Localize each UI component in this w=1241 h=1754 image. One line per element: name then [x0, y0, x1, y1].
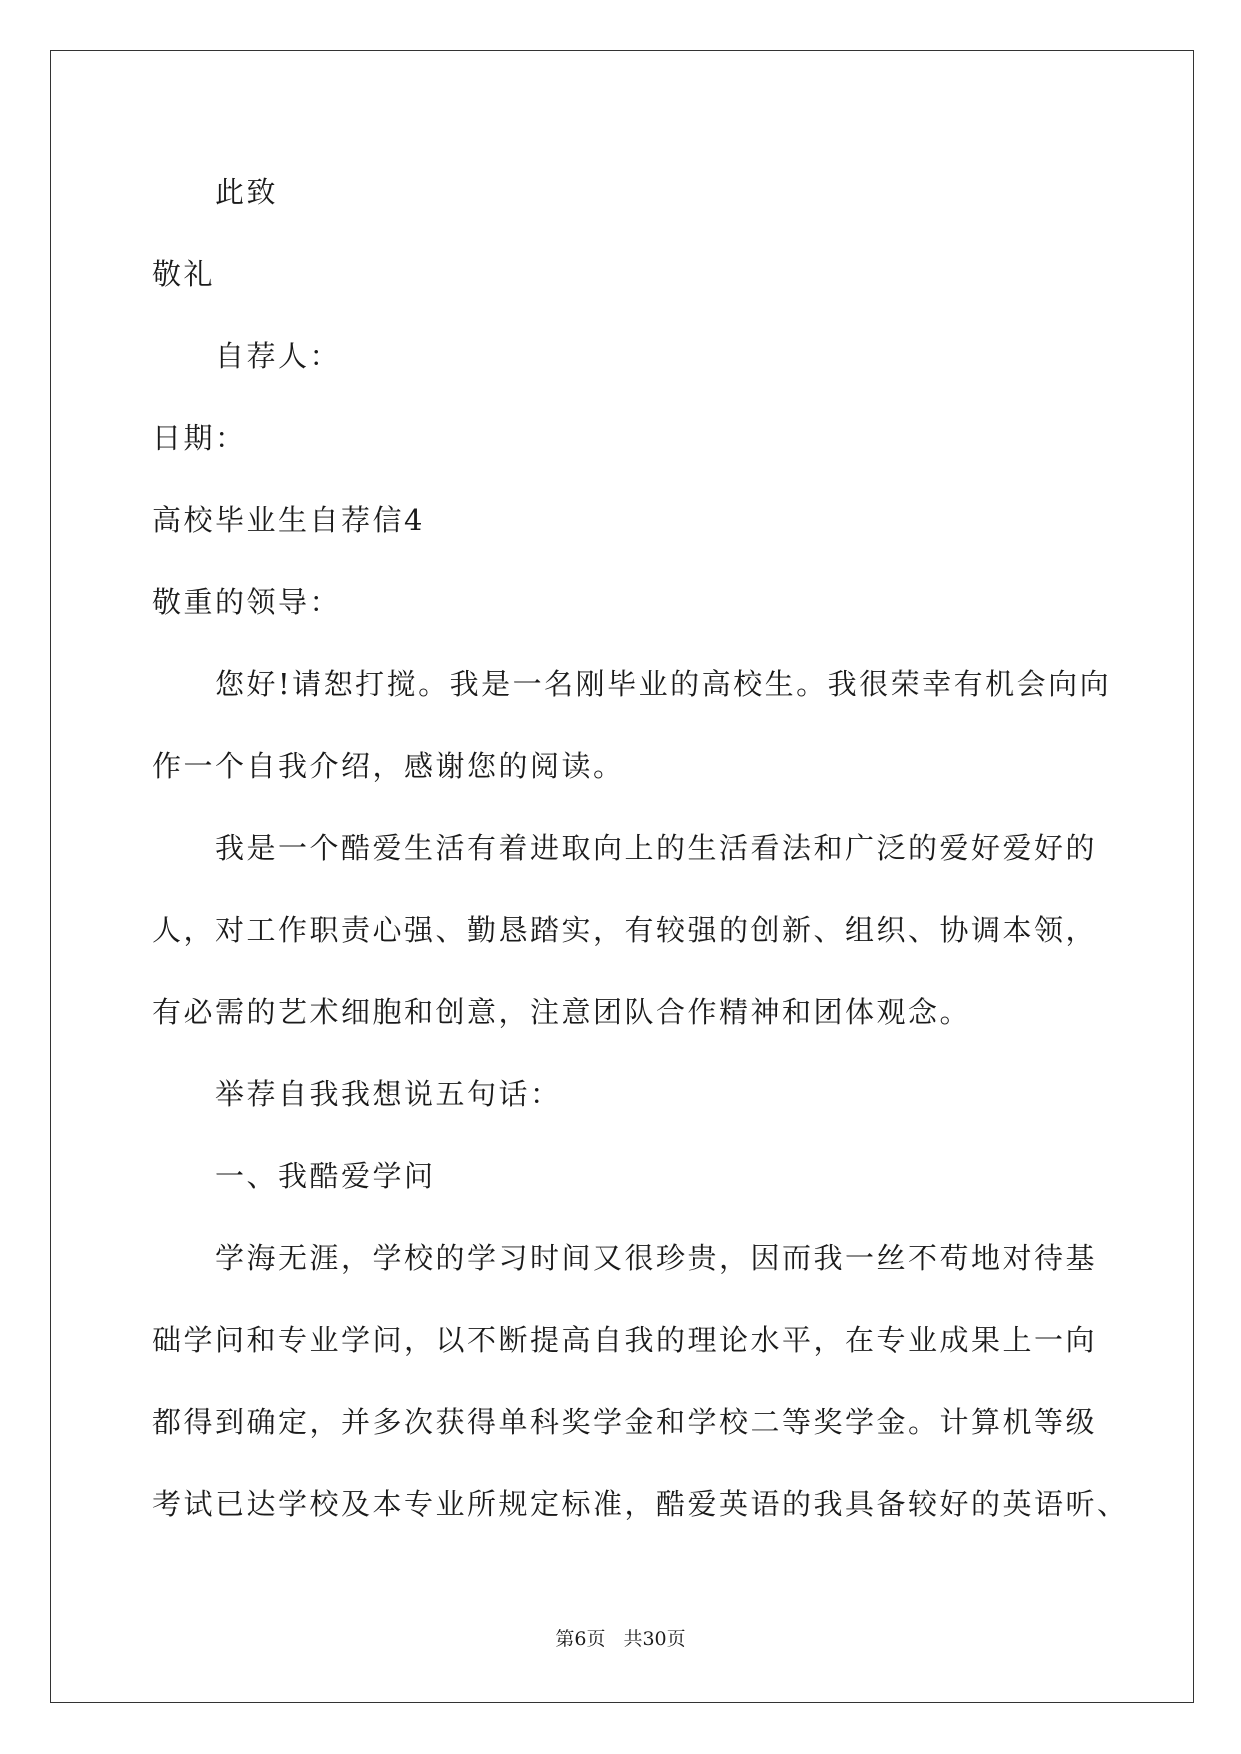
page-footer: [0, 1627, 1241, 1651]
date-label: 日期：: [152, 421, 247, 455]
paragraph-line: 我是一个酷爱生活有着进取向上的生活看法和广泛的爱好爱好的: [215, 831, 1098, 865]
closing-regards: 敬礼: [152, 257, 216, 291]
page-total: 共30页: [623, 1628, 686, 1650]
paragraph-line: 您好!请恕打搅。我是一名刚毕业的高校生。我很荣幸有机会向向: [215, 667, 1112, 701]
closing-salutation: 此致: [215, 175, 279, 209]
paragraph-line: 础学问和专业学问，以不断提高自我的理论水平，在专业成果上一向: [152, 1323, 1098, 1357]
section-title: 高校毕业生自荐信4: [152, 503, 425, 537]
paragraph-line: 学海无涯，学校的学习时间又很珍贵，因而我一丝不苟地对待基: [215, 1241, 1098, 1275]
page-border: [50, 50, 1194, 1703]
subheading: 一、我酷爱学问: [215, 1159, 436, 1193]
paragraph-line: 举荐自我我想说五句话：: [215, 1077, 562, 1111]
paragraph-line: 有必需的艺术细胞和创意，注意团队合作精神和团体观念。: [152, 995, 972, 1029]
signature-label: 自荐人：: [215, 339, 342, 373]
page-number: 第6页: [555, 1628, 606, 1650]
greeting: 敬重的领导：: [152, 585, 342, 619]
paragraph-line: 作一个自我介绍，感谢您的阅读。: [152, 749, 625, 783]
paragraph-line: 考试已达学校及本专业所规定标准，酷爱英语的我具备较好的英语听、: [152, 1487, 1129, 1521]
paragraph-line: 都得到确定，并多次获得单科奖学金和学校二等奖学金。计算机等级: [152, 1405, 1098, 1439]
paragraph-line: 人，对工作职责心强、勤恳踏实，有较强的创新、组织、协调本领，: [152, 913, 1098, 947]
